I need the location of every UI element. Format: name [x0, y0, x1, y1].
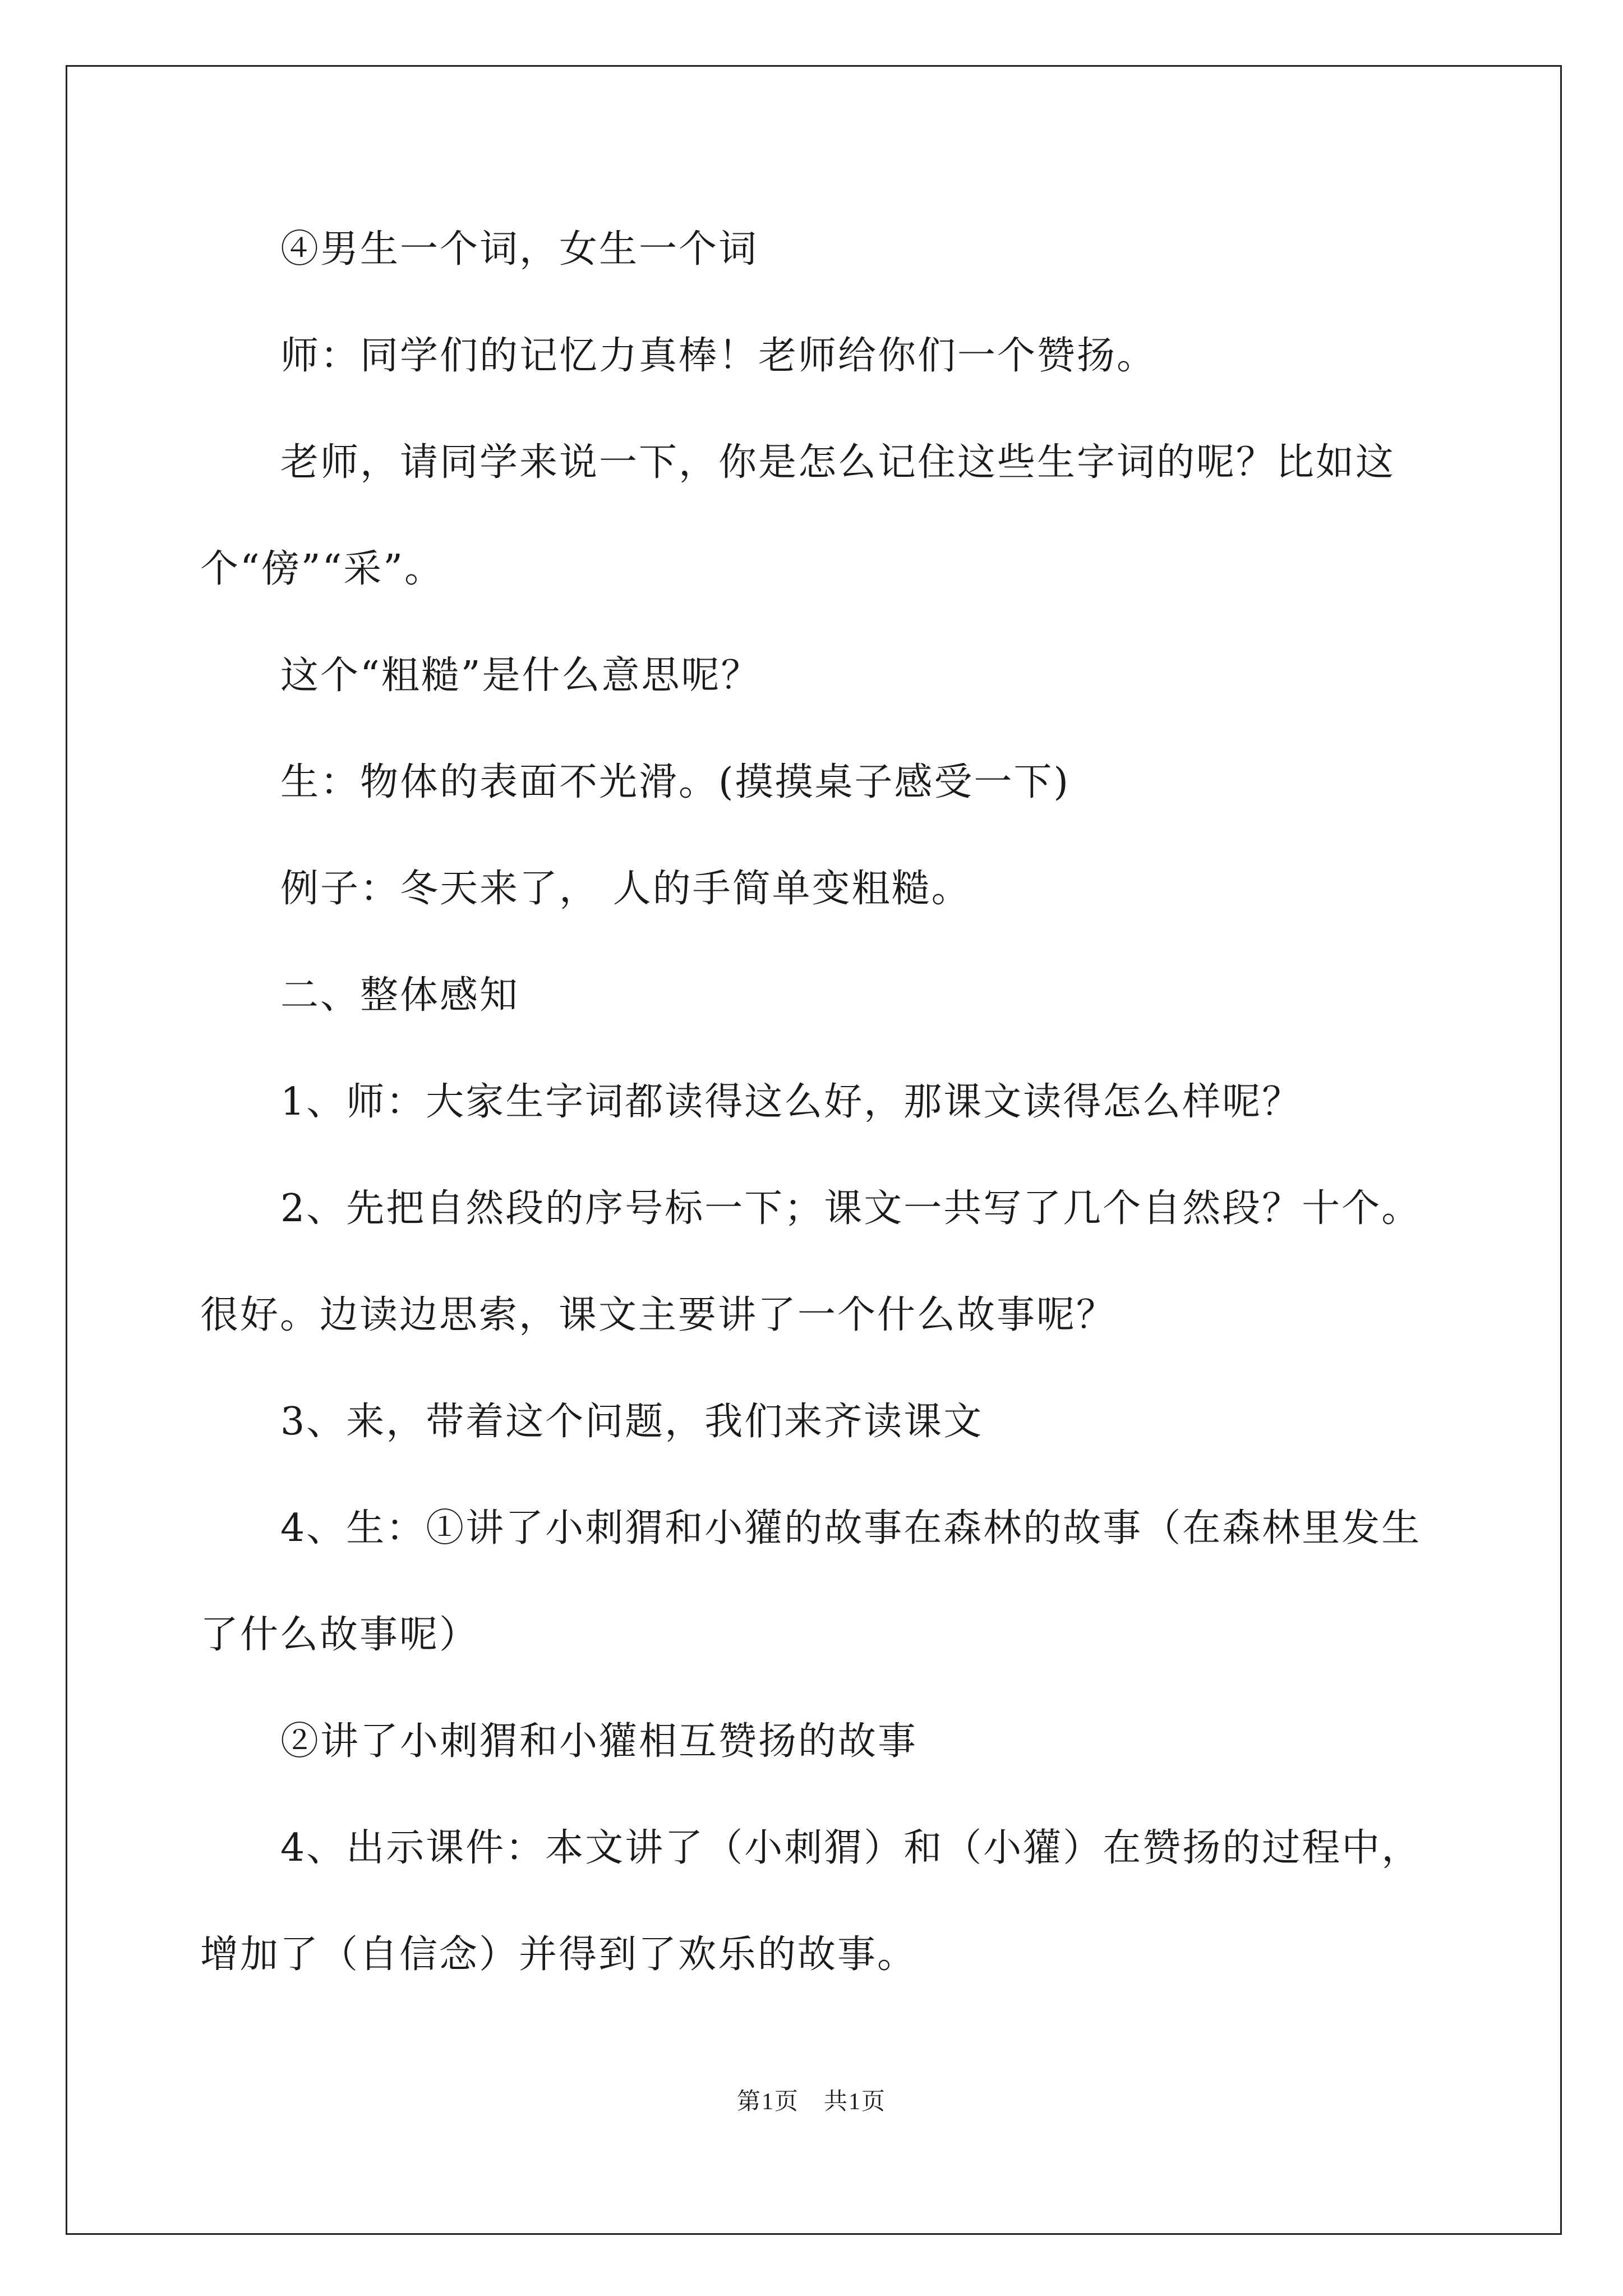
- text-line: 增加了（自信念）并得到了欢乐的故事。: [200, 1932, 917, 1977]
- text-line: 4、出示课件：本文讲了（小刺猬）和（小獾）在赞扬的过程中，: [280, 1826, 1422, 1870]
- page-border: [66, 65, 1562, 2235]
- text-line: ②讲了小刺猬和小獾相互赞扬的故事: [280, 1719, 918, 1764]
- text-line: 2、先把自然段的序号标一下；课文一共写了几个自然段？十个。: [280, 1186, 1422, 1231]
- text-line: 师：同学们的记忆力真棒！老师给你们一个赞扬。: [280, 334, 1157, 378]
- text-line: 个“傍”“采”。: [200, 547, 445, 591]
- text-line: 生：物体的表面不光滑。(摸摸桌子感受一下): [280, 760, 1071, 804]
- text-line: 4、生：①讲了小刺猬和小獾的故事在森林的故事（在森林里发生: [280, 1506, 1422, 1550]
- section-heading: 二、整体感知: [280, 973, 520, 1018]
- text-line: 了什么故事呢）: [200, 1613, 479, 1657]
- text-line: 1、师：大家生字词都读得这么好，那课文读得怎么样呢？: [280, 1080, 1302, 1124]
- text-line: 很好。边读边思索，课文主要讲了一个什么故事呢？: [200, 1293, 1117, 1337]
- text-line: ④男生一个词，女生一个词: [280, 227, 759, 272]
- text-line: 3、来，带着这个问题，我们来齐读课文: [280, 1400, 984, 1444]
- text-line: 这个“粗糙”是什么意思呢？: [280, 654, 761, 698]
- page-footer: 第1页 共1页: [736, 2089, 886, 2115]
- text-line: 老师，请同学来说一下，你是怎么记住这些生字词的呢？比如这: [280, 440, 1396, 485]
- text-line: 例子：冬天来了， 人的手简单变粗糙。: [280, 867, 971, 911]
